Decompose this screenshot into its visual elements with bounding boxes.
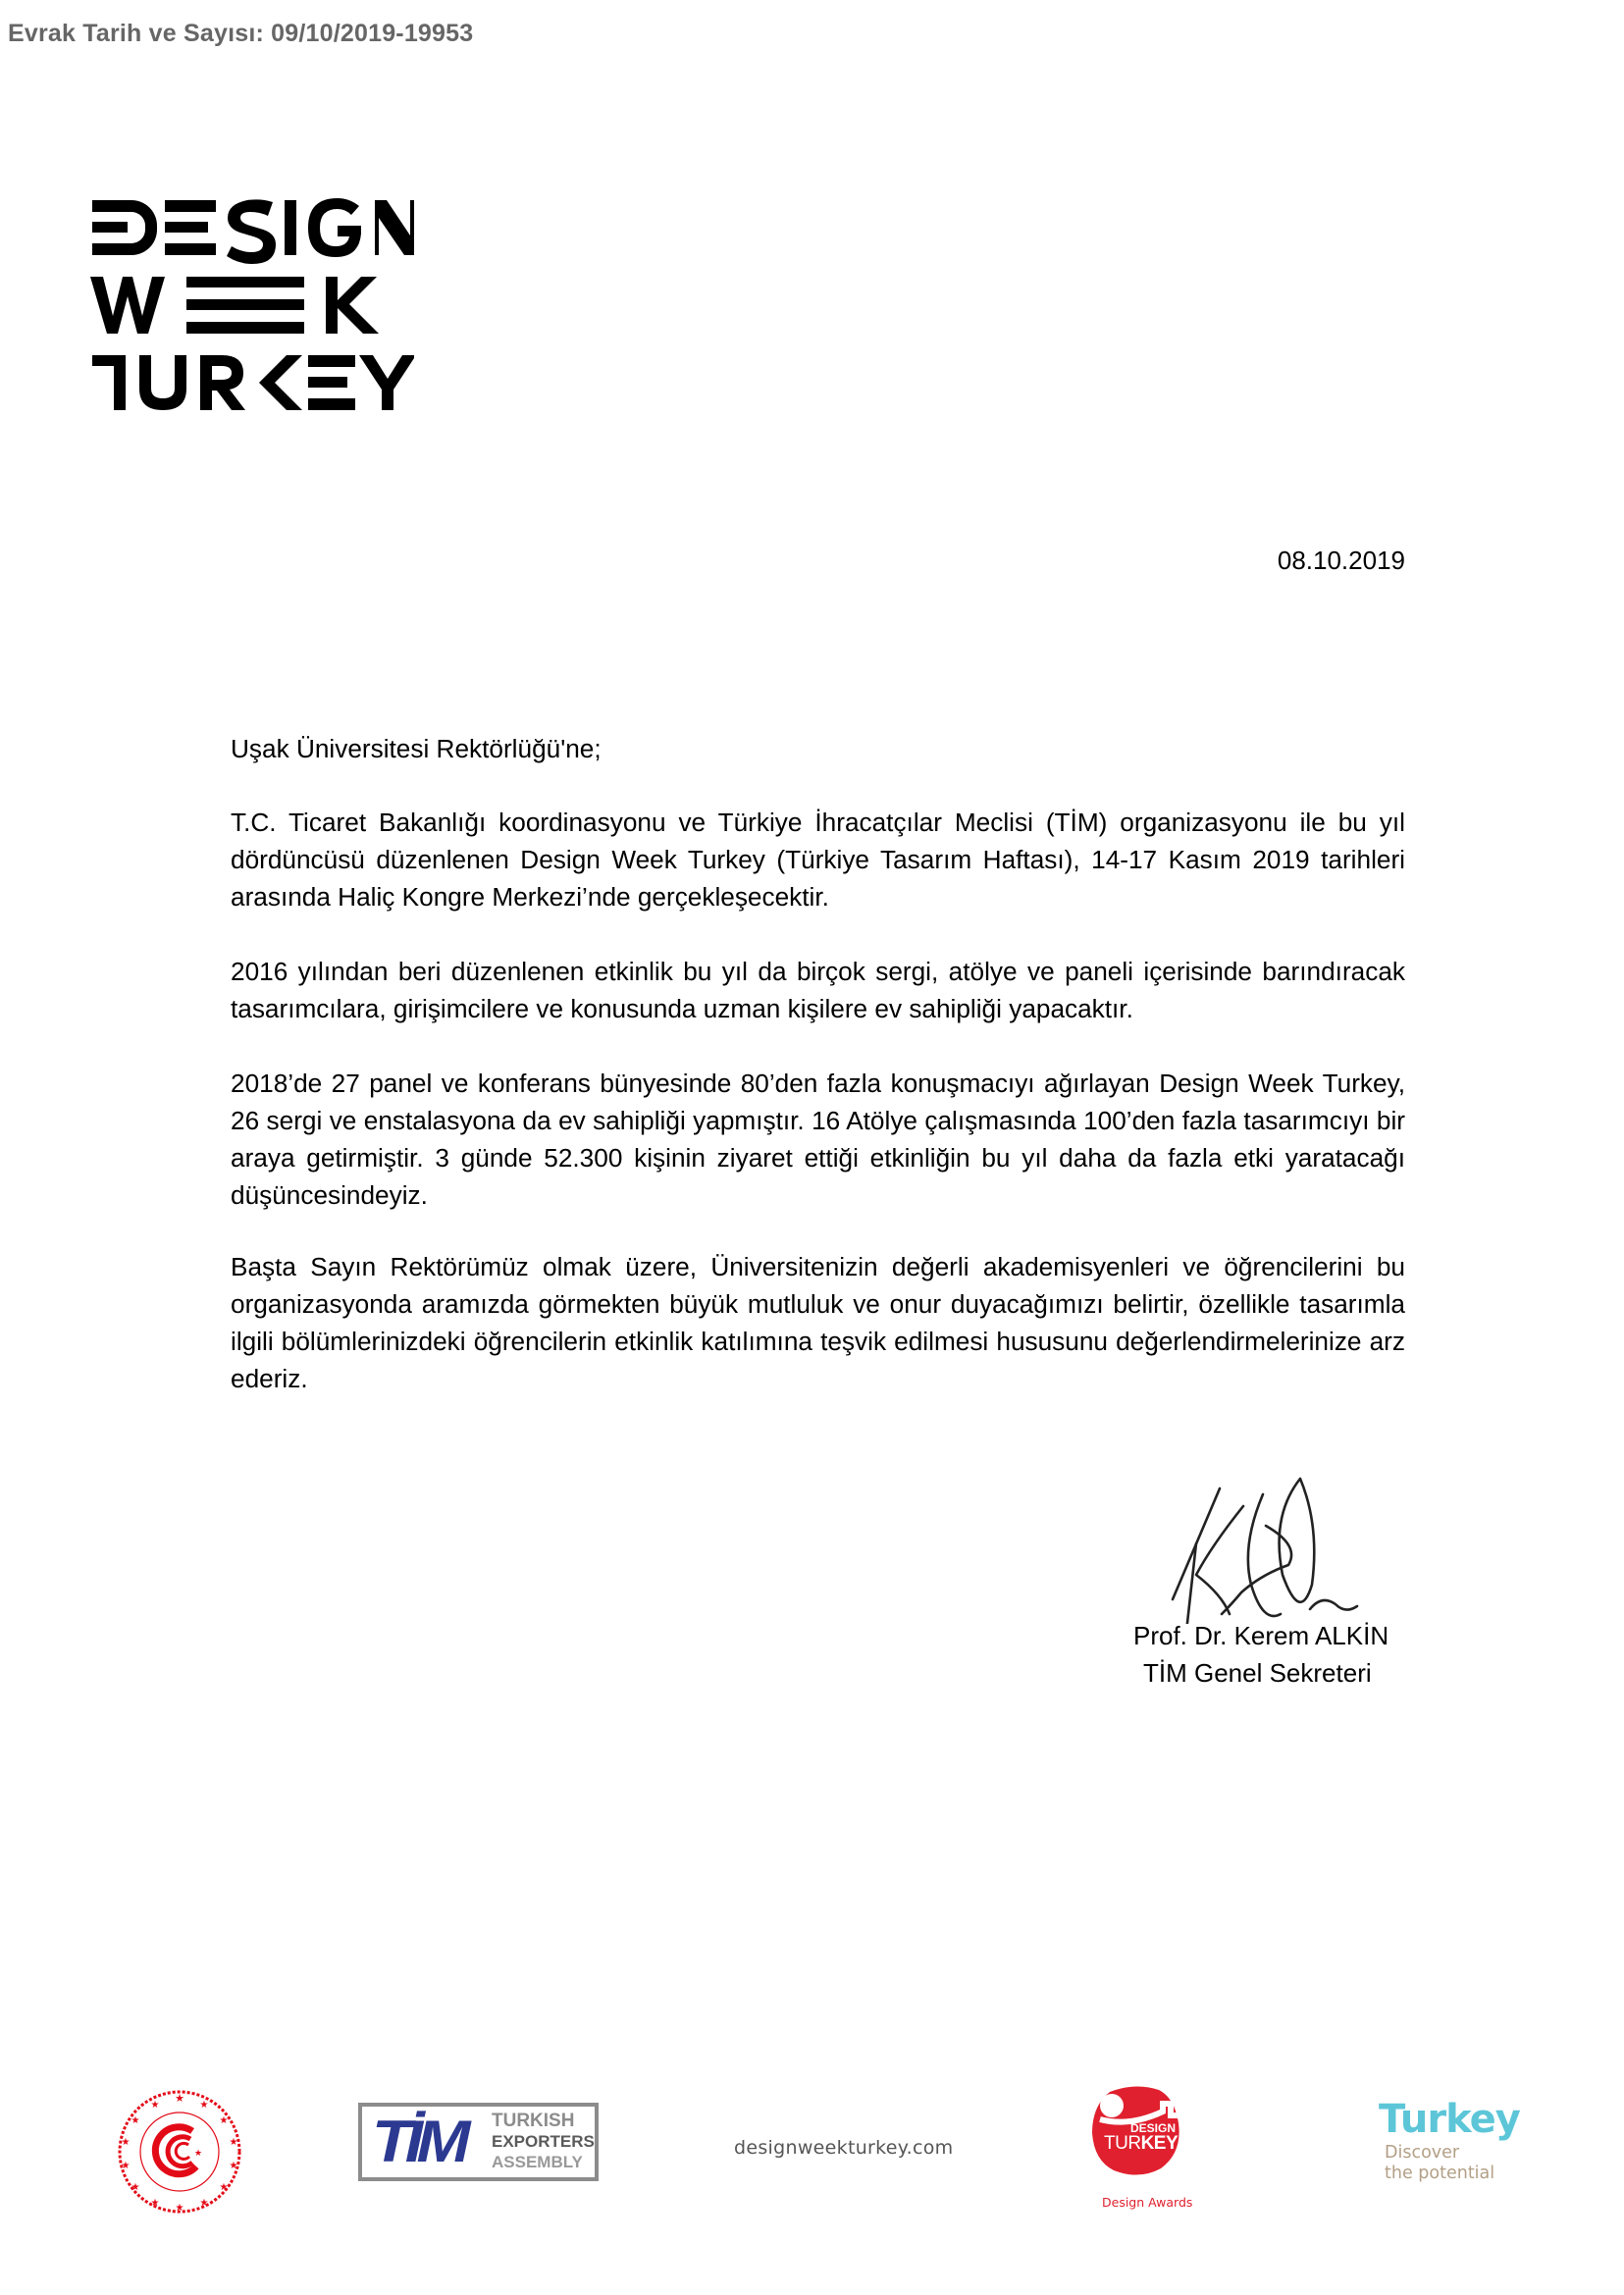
svg-text:★: ★ bbox=[175, 2093, 184, 2105]
tim-exporters-assembly-logo bbox=[358, 2103, 599, 2181]
paragraph-text: T.C. Ticaret Bakanlığı koordinasyonu ve Türkiye İhracatçılar Meclisi (TİM) organizasyonu ile bu yıl dördüncüsü düzenlenen Design Week Turkey (Türkiye Tasarım Haftası), 14-17 Kasım 2019 tarihleri arasında Haliç Kongre Merkezi’nde gerçekleşecektir. bbox=[231, 808, 1405, 912]
svg-text:★: ★ bbox=[229, 2137, 238, 2148]
svg-text:★: ★ bbox=[121, 2137, 131, 2148]
tim-line-2: EXPORTERS bbox=[492, 2132, 595, 2151]
svg-text:★: ★ bbox=[150, 2100, 160, 2111]
tim-wordmark bbox=[492, 2111, 595, 2172]
signer-title: TİM Genel Sekreteri bbox=[1143, 1658, 1372, 1688]
paragraph-text: Başta Sayın Rektörümüz olmak üzere, Üniversitenizin değerli akademisyenleri ve öğrencilerini bu organizasyonda aramızda görmekten büyük mutluluk ve onur duyacağımızı belirtir, özellikle tasarımla ilgili bölümlerinizdeki öğrencilerin etkinlik katılımına teşvik edilmesi hususunu değerlendirmelerinize arz ederiz. bbox=[231, 1252, 1405, 1393]
svg-text:★: ★ bbox=[199, 2100, 209, 2111]
paragraph-2 bbox=[231, 953, 1405, 1027]
signer-block bbox=[1133, 1617, 1388, 1692]
logo-line-week bbox=[90, 277, 379, 334]
letter-date: 08.10.2019 bbox=[1277, 546, 1405, 575]
paragraph-text: 2016 yılından beri düzenlenen etkinlik bu yıl da birçok sergi, atölye ve paneli içerisinde barındıracak tasarımcılara, girişimcilere ve konusunda uzman kişilere ev sahipliği yapacaktır. bbox=[231, 957, 1405, 1023]
design-turkey-design: DESIGN bbox=[1130, 2121, 1177, 2135]
design-awards-label: Design Awards bbox=[1102, 2195, 1193, 2210]
svg-text:★: ★ bbox=[219, 2182, 229, 2193]
website-link[interactable]: designweekturkey.com bbox=[734, 2137, 954, 2159]
svg-text:★: ★ bbox=[219, 2115, 229, 2126]
seal-crescents bbox=[155, 2127, 196, 2174]
design-turkey-awards-logo bbox=[1087, 2082, 1195, 2219]
svg-text:★: ★ bbox=[175, 2203, 184, 2214]
svg-text:★: ★ bbox=[229, 2161, 238, 2171]
tagline-line-2: the potential bbox=[1385, 2164, 1495, 2183]
svg-text:★: ★ bbox=[121, 2161, 131, 2171]
handwritten-signature bbox=[1153, 1467, 1379, 1624]
signer-name: Prof. Dr. Kerem ALKİN bbox=[1133, 1621, 1389, 1650]
logo-line-design bbox=[92, 198, 414, 264]
document-reference: Evrak Tarih ve Sayısı: 09/10/2019-19953 bbox=[8, 20, 474, 47]
svg-text:★: ★ bbox=[193, 2148, 203, 2158]
ministry-of-trade-seal bbox=[116, 2088, 243, 2216]
svg-text:★: ★ bbox=[199, 2198, 209, 2209]
paragraph-4 bbox=[231, 1248, 1405, 1397]
tim-line-1: TURKISH bbox=[492, 2111, 575, 2131]
svg-text:★: ★ bbox=[131, 2182, 140, 2193]
svg-text:★: ★ bbox=[131, 2115, 140, 2126]
salutation bbox=[231, 730, 1405, 767]
design-turkey-tur: TUR bbox=[1104, 2133, 1141, 2154]
paragraph-text: 2018’de 27 panel ve konferans bünyesinde 80’den fazla konuşmacıyı ağırlayan Design Week Turkey, 26 sergi ve enstalasyona da ev sahipliği yapmıştır. 16 Atölye çalışmasında 100’den fazla tasarımcıyı bir araya getirmiştir. 3 günde 52.300 kişinin ziyaret ettiği etkinliğin bu yıl daha da fazla etki yaratacağı düşüncesindeyiz. bbox=[231, 1069, 1405, 1210]
svg-text:★: ★ bbox=[150, 2198, 160, 2209]
design-turkey-wordmark bbox=[1104, 2133, 1178, 2155]
design-turkey-key: KEY bbox=[1140, 2133, 1179, 2154]
turkey-brand-tagline bbox=[1385, 2143, 1494, 2184]
tagline-line-1: Discover bbox=[1385, 2143, 1460, 2163]
tim-mark: TİM bbox=[372, 2109, 464, 2174]
salutation-text: Uşak Üniversitesi Rektörlüğü'ne; bbox=[231, 734, 602, 763]
turkey-brand-word: Turkey bbox=[1379, 2097, 1520, 2142]
tim-line-3: ASSEMBLY bbox=[492, 2153, 583, 2171]
turkey-discover-the-potential-logo bbox=[1379, 2097, 1545, 2208]
logo-line-turkey bbox=[92, 355, 414, 410]
paragraph-3 bbox=[231, 1065, 1405, 1214]
paragraph-1 bbox=[231, 804, 1405, 915]
design-week-turkey-logo bbox=[90, 192, 414, 410]
